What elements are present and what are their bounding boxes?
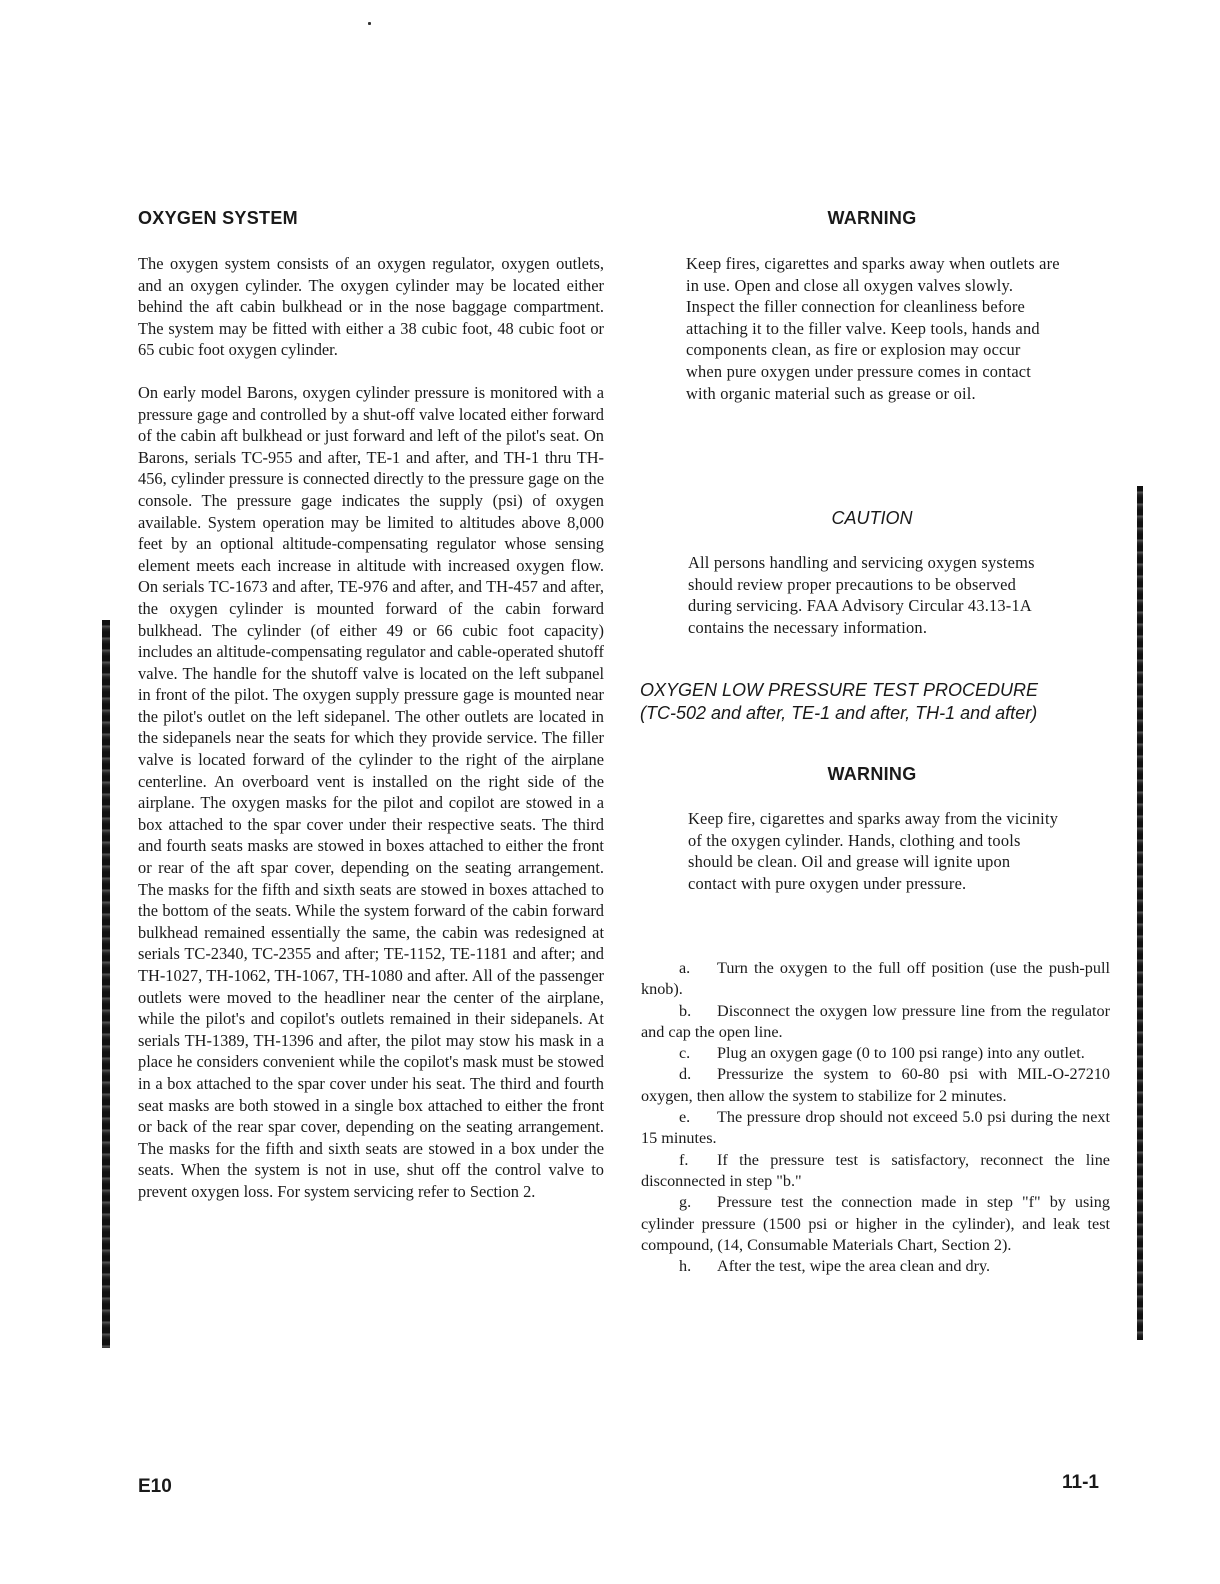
- list-item: [641, 1150, 1110, 1193]
- step-text: Turn the oxygen to the full off position (use the push-pull knob).: [641, 959, 1110, 999]
- step-letter: d.: [679, 1065, 692, 1084]
- page-footer-left: E10: [138, 1476, 172, 1497]
- revision-bar-left: [102, 620, 110, 1348]
- procedure-title: [640, 680, 1120, 724]
- revision-bar-right: [1137, 486, 1143, 1340]
- list-item: [641, 1192, 1110, 1256]
- step-text: Plug an oxygen gage (0 to 100 psi range) into any outlet.: [717, 1044, 1085, 1063]
- list-item: [641, 1256, 1110, 1277]
- step-text: After the test, wipe the area clean and dry.: [717, 1257, 991, 1276]
- step-letter: b.: [679, 1001, 692, 1020]
- left-column-body: [138, 253, 604, 1203]
- list-item: [641, 1043, 1110, 1064]
- procedure-title-line2: (TC-502 and after, TE-1 and after, TH-1 and after): [640, 703, 1038, 723]
- list-item: [641, 1064, 1110, 1107]
- warning-text-2: Keep fire, cigarettes and sparks away from the vicinity of the oxygen cylinder. Hands, clothing and tools should be clean. Oil and grease will ignite upon contact with pure oxygen under pressure.: [688, 809, 1059, 893]
- caution-title: CAUTION: [831, 508, 913, 528]
- list-item: [641, 1107, 1110, 1150]
- step-letter: e.: [679, 1108, 691, 1127]
- step-letter: c.: [679, 1044, 691, 1063]
- page-number: 11-1: [1062, 1472, 1099, 1493]
- warning-text: Keep fires, cigarettes and sparks away when outlets are in use. Open and close all oxygen valves slowly. Inspect the filler connection for cleanliness before attaching it to the filler valve. Keep tools, hands and components clean, as fire or explosion may occur when pure oxygen under pressure comes in contact with organic material such as grease or oil.: [686, 254, 1060, 403]
- step-letter: g.: [679, 1193, 692, 1212]
- procedure-title-line1: OXYGEN LOW PRESSURE TEST PROCEDURE: [640, 680, 1039, 700]
- description-paragraph: On early model Barons, oxygen cylinder pressure is monitored with a pressure gage and controlled by a shut-off valve located either forward of the cabin aft bulkhead or just forward and left of the pilot's seat. On Barons, serials TC-955 and after, TE-1 and after, and TH-1 thru TH-456, cylinder pressure is connected directly to the pressure gage on the console. The pressure gage indicates the supply (psi) of oxygen available. System operation may be limited to altitudes above 8,000 feet by an optional altitude-compensating regulator whose sensing element meets each increase in altitude with increased oxygen flow. On serials TC-1673 and after, TE-976 and after, and TH-457 and after, the oxygen cylinder is mounted forward of the cabin forward bulkhead. The cylinder (of either 49 or 66 cubic foot capacity) includes an altitude-compensating regulator and cable-operated shutoff valve. The handle for the shutoff valve is located on the left subpanel in front of the pilot. The oxygen supply pressure gage is mounted near the pilot's outlet on the left sidepanel. The other outlets are located in the sidepanels near the seats for which they provide service. The filler valve is located forward of the cylinder to the right of the airplane centerline. An overboard vent is installed on the right side of the airplane. The oxygen masks for the pilot and copilot are stowed in a box attached to the spar cover under their respective seats. The third and fourth seats masks are stowed in boxes attached to either the front or rear of the aft spar cover, depending on the seating arrangement. The masks for the fifth and sixth seats are stowed in boxes attached to the bottom of the seats. While the system forward of the cabin forward bulkhead remained essentially the same, the cabin was redesigned at serials TC-2340, TC-2355 and after; TE-1152, TE-1181 and after; and TH-1027, TH-1062, TH-1067, TH-1080 and after. All of the passenger outlets were moved to the headliner near the center of the airplane, while the pilot's and copilot's outlets remained in their sidepanels. At serials TH-1389, TH-1396 and after, the pilot may stow his mask in a place he considers convenient while the copilot's mask must be stowed in a box attached to the spar cover under his seat. The third and fourth seat masks are both stowed in a single box attached to either the front or back of the rear spar cover, depending on the seating arrangement. The masks for the fifth and sixth seats are stowed in a box under the seats. When the system is not in use, shut off the control valve to prevent oxygen loss. For system servicing refer to Section 2.: [138, 382, 604, 1201]
- warning-title-2: WARNING: [827, 764, 917, 784]
- step-letter: f.: [679, 1150, 689, 1169]
- step-letter: h.: [679, 1257, 692, 1276]
- warning-title: WARNING: [827, 208, 917, 228]
- list-item: [641, 958, 1110, 1001]
- step-text: Pressure test the connection made in step "f" by using cylinder pressure (1500 psi or higher in the cylinder), and leak test compound, (14, Consumable Materials Chart, Section 2).: [641, 1193, 1110, 1254]
- step-text: Disconnect the oxygen low pressure line from the regulator and cap the open line.: [641, 1001, 1110, 1041]
- step-text: Pressurize the system to 60-80 psi with MIL-O-27210 oxygen, then allow the system to stabilize for 2 minutes.: [641, 1065, 1110, 1105]
- step-text: The pressure drop should not exceed 5.0 psi during the next 15 minutes.: [641, 1108, 1110, 1148]
- procedure-steps: [641, 958, 1110, 1277]
- intro-paragraph: The oxygen system consists of an oxygen regulator, oxygen outlets, and an oxygen cylinder. The oxygen cylinder may be located either behind the aft cabin bulkhead or in the nose baggage compartment. The system may be fitted with either a 38 cubic foot, 48 cubic foot or 65 cubic foot oxygen cylinder.: [138, 254, 604, 360]
- list-item: [641, 1001, 1110, 1044]
- step-text: If the pressure test is satisfactory, reconnect the line disconnected in step "b.": [641, 1150, 1110, 1190]
- step-letter: a.: [679, 959, 691, 977]
- caution-text: All persons handling and servicing oxygen systems should review proper precautions to be observed during servicing. FAA Advisory Circular 43.13-1A contains the necessary information.: [688, 553, 1035, 637]
- section-title: OXYGEN SYSTEM: [138, 208, 298, 228]
- scan-speck: [368, 22, 371, 25]
